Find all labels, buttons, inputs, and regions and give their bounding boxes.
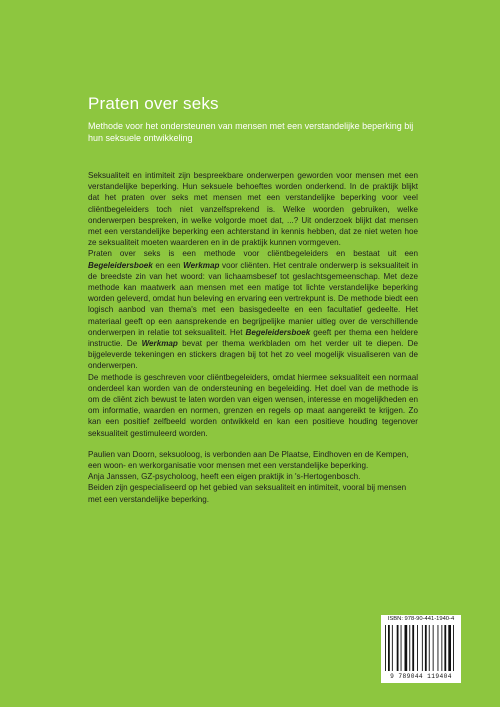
isbn-text: ISBN: 978-90-441-1940-4	[387, 616, 455, 622]
paragraph-method	[88, 248, 418, 371]
text-span: bevat per thema werkbladen om het verder uit te diepen. De bijgeleverde tekeningen en stickers dragen bij tot het zo veel mogelijk visualiseren van de onderwerpen.	[88, 339, 418, 371]
book-title: Praten over seks	[88, 94, 219, 113]
text-span: Praten over seks is een methode voor cliëntbegeleiders en bestaat uit een	[88, 249, 418, 259]
book-subtitle: Methode voor het ondersteunen van mensen met een verstandelijke beperking bij hun seksuele ontwikkeling	[88, 121, 414, 143]
text-span: geeft per thema een heldere instructie. De	[88, 327, 418, 349]
barcode-digits: 9 789044 119404	[390, 673, 452, 680]
text-span: voor cliënten. Het centrale onderwerp is seksualiteit in de breedste zin van het woord: van lichaamsbesef tot geslachtsgemeenschap. Met deze methode kan maatwerk aan mensen met een matige tot lichte verstandelijke beperking worden geleverd, omdat hun beleving en ervaring een vertrekpunt is. De methode biedt een logisch aanbod van thema's met een basisgedeelte en een facultatief gedeelte. Het materiaal geeft op een aansprekende en begrijpelijke manier uitleg over de verschillende onderwerpen in relatie tot seksualiteit. Het	[88, 260, 418, 337]
barcode-label	[381, 615, 461, 683]
paragraph-intro: Seksualiteit en intimiteit zijn bespreekbare onderwerpen geworden voor mensen met een verstandelijke beperking. Hun seksuele behoeftes worden onderkend. In de praktijk blijkt dat het praten over seks met mensen met een verstandelijke beperking voor veel cliëntbegeleiders toch niet vanzelfsprekend is. Welke woorden gebruiken, welke onderwerpen bespreken, in welke volgorde moet dat, ...? Uit onderzoek blijkt dat mensen met een verstandelijke beperking een achterstand in kennis hebben, dat ze niet weten hoe ze seksualiteit moeten waarderen en in de praktijk kunnen vormgeven.	[88, 171, 418, 248]
emphasis-werkmap: Werkmap	[183, 260, 220, 270]
paragraph-purpose: De methode is geschreven voor cliëntbegeleiders, omdat hiermee seksualiteit een normaal onderdeel kan worden van de ondersteuning en begeleiding. Het doel van de methode is om de cliënt zich bewust te laten worden van eigen wensen, interesse en mogelijkheden en om informatie, waarden en normen, grenzen en regels op maat aangereikt te krijgen. Zo kan een positief zelfbeeld worden ontwikkeld en kan een positieve houding tegenover seksualiteit gestimuleerd worden.	[88, 372, 418, 438]
author-van-doorn: Paulien van Doorn, seksuoloog, is verbonden aan De Plaatse, Eindhoven en de Kempen, een woon- en werkorganisatie voor mensen met een verstandelijke beperking.	[88, 449, 409, 471]
author-janssen: Anja Janssen, GZ-psycholoog, heeft een eigen praktijk in 's-Hertogenbosch.	[88, 472, 361, 482]
emphasis-begeleidersboek: Begeleidersboek	[245, 327, 311, 337]
barcode-image	[385, 625, 457, 671]
text-span: en een	[152, 260, 184, 270]
emphasis-begeleidersboek: Begeleidersboek	[88, 260, 153, 270]
authors-specialization: Beiden zijn gespecialiseerd op het gebied van seksualiteit en intimiteit, vooral bij mensen met een verstandelijke beperking.	[88, 483, 407, 504]
author-info	[88, 449, 418, 505]
blurb-text	[88, 170, 418, 505]
emphasis-werkmap: Werkmap	[141, 339, 178, 349]
